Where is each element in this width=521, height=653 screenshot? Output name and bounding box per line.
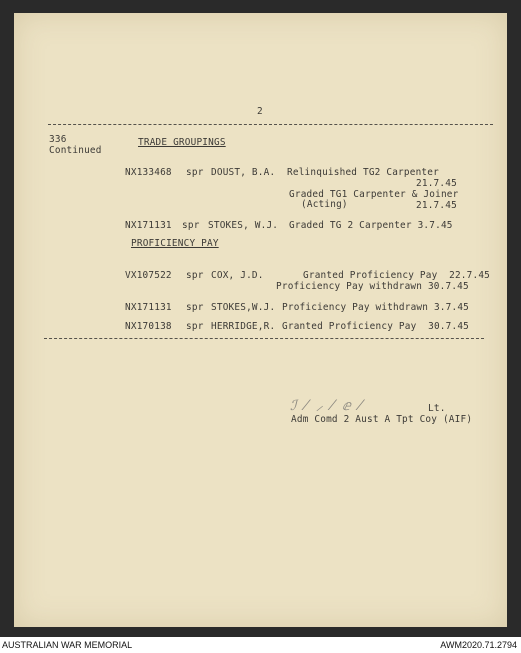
entry-action: Graded TG1 Carpenter & Joiner	[289, 189, 459, 200]
entry-rank: spr	[186, 270, 204, 281]
entry-date: 21.7.45	[416, 200, 457, 211]
entry-name: DOUST, B.A.	[211, 167, 276, 178]
entry-action: Granted Proficiency Pay 22.7.45	[303, 270, 491, 281]
trade-groupings-heading: TRADE GROUPINGS	[138, 137, 226, 148]
entry-action: Graded TG 2 Carpenter 3.7.45	[289, 220, 453, 231]
entry-rank: spr	[186, 167, 204, 178]
proficiency-pay-heading: PROFICIENCY PAY	[131, 238, 219, 249]
entry-name: STOKES,W.J.	[211, 302, 276, 313]
entry-action: Proficiency Pay withdrawn 3.7.45	[282, 302, 470, 313]
handwritten-signature: ℐ ⁄ ⸝ ⁄ ⅇ ⁄	[290, 398, 364, 414]
entry-action: Relinquished TG2 Carpenter	[287, 167, 439, 178]
entry-number: NX170138	[125, 321, 172, 332]
entry-rank: spr	[182, 220, 200, 231]
entry-name: STOKES, W.J.	[208, 220, 279, 231]
entry-action: Granted Proficiency Pay 30.7.45	[282, 321, 470, 332]
footer-institution: AUSTRALIAN WAR MEMORIAL	[2, 640, 133, 650]
page-number: 2	[257, 106, 263, 117]
footer-reference: AWM2020.71.2794	[440, 640, 517, 650]
entry-number: NX171131	[125, 302, 172, 313]
footer-bar	[0, 637, 521, 653]
top-divider	[48, 124, 493, 125]
signature-title: Adm Comd 2 Aust A Tpt Coy (AIF)	[291, 414, 473, 425]
entry-note: (Acting)	[301, 199, 348, 210]
section-number: 336	[49, 134, 67, 145]
document-sheet	[14, 13, 507, 627]
signature-rank: Lt.	[428, 403, 446, 414]
entry-rank: spr	[186, 321, 204, 332]
entry-date: 21.7.45	[416, 178, 457, 189]
entry-number: NX133468	[125, 167, 172, 178]
bottom-divider	[44, 338, 484, 339]
continued-label: Continued	[49, 145, 102, 156]
entry-name: HERRIDGE,R.	[211, 321, 276, 332]
entry-rank: spr	[186, 302, 204, 313]
entry-action: Proficiency Pay withdrawn 30.7.45	[276, 281, 469, 292]
entry-number: VX107522	[125, 270, 172, 281]
entry-name: COX, J.D.	[211, 270, 264, 281]
entry-number: NX171131	[125, 220, 172, 231]
